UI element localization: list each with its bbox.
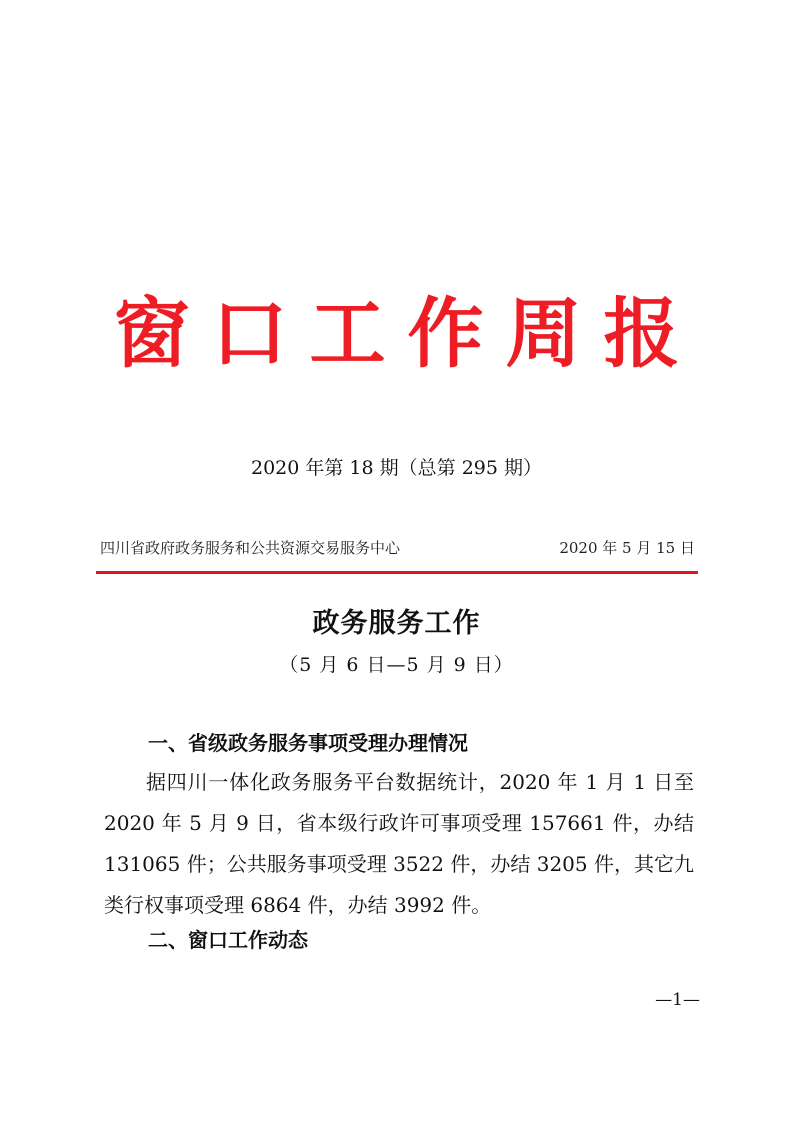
section-date-range: （5 月 6 日—5 月 9 日） — [279, 654, 514, 676]
heading-2: 二、窗口工作动态 — [148, 928, 308, 952]
masthead-title: 窗口工作周报 — [113, 289, 702, 378]
page-number: —1— — [655, 990, 700, 1010]
publish-date: 2020 年 5 月 15 日 — [559, 539, 695, 557]
red-divider — [96, 571, 698, 574]
heading-1: 一、省级政务服务事项受理办理情况 — [148, 731, 468, 755]
section-title: 政务服务工作 — [312, 608, 481, 639]
organization-name: 四川省政府政务服务和公共资源交易服务中心 — [100, 539, 401, 557]
issue-number: 2020 年第 18 期（总第 295 期） — [251, 457, 542, 479]
paragraph-1: 据四川一体化政务服务平台数据统计，2020 年 1 月 1 日至 2020 年 5 月 9 日，省本级行政许可事项受理 157661 件，办结 131065 件；公共服务事项受理 3522 件，办结 3205 件，其它九类行权事项受理 6864 件，办结 3992 件。 — [104, 770, 694, 917]
header-line — [100, 541, 695, 556]
